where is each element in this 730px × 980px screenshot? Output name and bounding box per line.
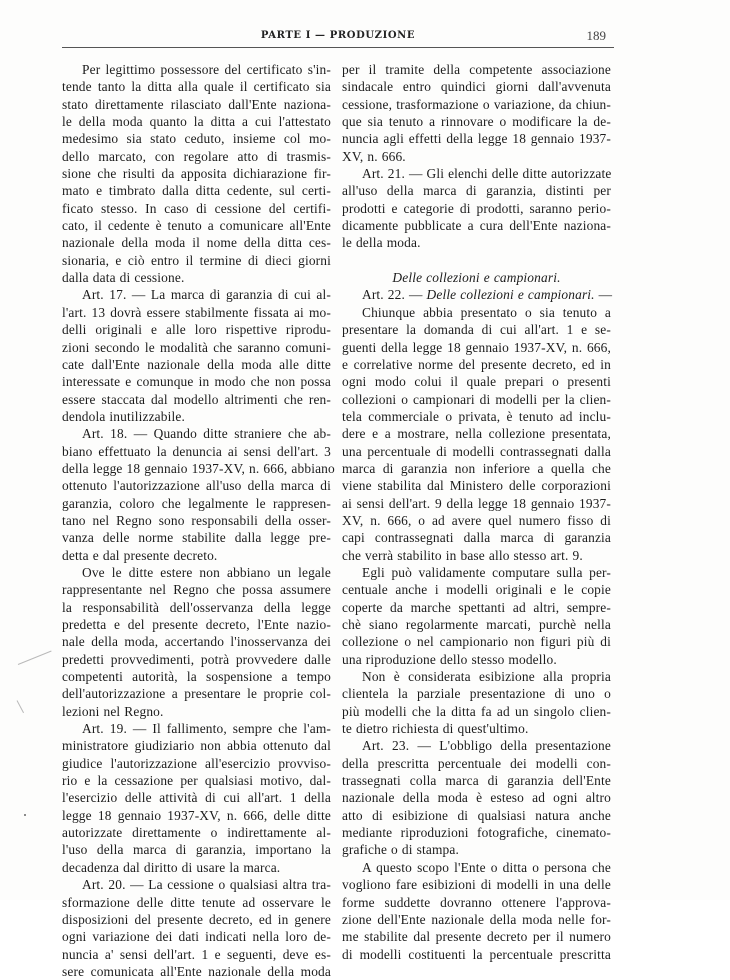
text-line: zioni secondo le modalità che saranno comuni- xyxy=(62,339,331,355)
text-line: ficato stesso. In caso di cessione del certifi- xyxy=(62,200,331,216)
text-line: dalla data di cessione. xyxy=(62,270,185,286)
text-line: cato, il cedente è tenuto a comunicare all'Ente xyxy=(62,218,331,234)
text-line: Egli può validamente computare sulla per- xyxy=(362,564,611,580)
text-line: me stabilite dal presente decreto per il numero xyxy=(342,929,611,945)
text-line: XV, n. 666, o ad avere quel numero fisso di xyxy=(342,512,611,528)
text-line: te dietro richiesta di quest'ultimo. xyxy=(342,721,529,737)
text-line: decadenza dal diritto di usare la marca. xyxy=(62,859,281,875)
text-line: detta e dal presente decreto. xyxy=(62,547,218,563)
text-line: sere comunicata all'Ente nazionale della moda xyxy=(62,963,331,979)
text-line: l'art. 13 dovrà essere stabilmente fissata ai mo- xyxy=(62,304,331,320)
text-line: sindacale entro quindici giorni dall'avvenuta xyxy=(342,79,611,95)
text-line: zione dell'Ente nazionale della moda nelle for- xyxy=(342,911,611,927)
section-heading: Delle collezioni e campionari. xyxy=(392,270,561,286)
text-line: viene stabilita dal Ministero delle corporazioni xyxy=(342,478,611,494)
text-line: tende tanto la ditta alla quale il certificato sia xyxy=(62,79,331,95)
text-line: tela commerciale o privata, è tenuto ad inclu- xyxy=(342,408,611,424)
text-line: A questo scopo l'Ente o ditta o persona che xyxy=(362,859,611,875)
text-line: marca di garanzia non inferiore a quella che xyxy=(342,460,611,476)
text-line: della legge 18 gennaio 1937-XV, n. 666, abbiano xyxy=(62,460,335,476)
text-line: nazionale della moda è esteso ad ogni altro xyxy=(342,790,611,806)
header-rule xyxy=(62,47,614,48)
text-line: essere staccata dal modello altrimenti che ren- xyxy=(62,391,331,407)
text-line: clientela la parziale presentazione di uno o xyxy=(342,686,611,702)
running-header xyxy=(62,28,614,48)
text-line: sformazione delle ditte tenute ad osservare le xyxy=(62,894,331,910)
art22-suffix: — xyxy=(594,287,613,303)
margin-dot xyxy=(24,814,26,816)
text-line: medesimo sia stato ceduto, insieme col mo- xyxy=(62,131,331,147)
text-line: Ove le ditte estere non abbiano un legale xyxy=(82,564,331,580)
text-line: vogliono fare esibizioni di modelli in una delle xyxy=(342,877,611,893)
text-line: Chiunque abbia presentato o sia tenuto a xyxy=(362,304,611,320)
text-line: disposizioni del presente decreto, ed in genere xyxy=(62,911,331,927)
art22-italic-title: Delle collezioni e campionari. xyxy=(426,287,595,303)
text-line: nale della moda, accertando l'inosservanza dei xyxy=(62,634,331,650)
text-line: nuncia agli effetti della legge 18 gennaio 1937- xyxy=(342,131,611,147)
text-line: cate dall'Ente nazionale della moda alle ditte xyxy=(62,356,331,372)
text-line: una riproduzione dello stesso modello. xyxy=(342,651,557,667)
text-line: garanzia, coloro che legalmente le rappresen- xyxy=(62,495,331,511)
right-column-bottom xyxy=(342,304,611,963)
text-line: rappresentante nel Regno che possa assumere xyxy=(62,582,331,598)
text-line: per il tramite della competente associazione xyxy=(342,62,611,77)
text-line: Per legittimo possessore del certificato s'in- xyxy=(82,62,331,77)
text-line: interessate e comunque in modo che non possa xyxy=(62,374,331,390)
text-line: rio e la cessazione per qualsiasi motivo, dal- xyxy=(62,773,331,789)
text-line: ottenuto l'autorizzazione all'uso della marca di xyxy=(62,478,331,494)
text-line: nuncia a' sensi dell'art. 1 e seguenti, deve es- xyxy=(62,946,331,962)
header-title: PARTE I — PRODUZIONE xyxy=(260,30,416,41)
text-line: una percentuale di modelli contrassegnati dalla xyxy=(342,443,611,459)
text-line: delli originali e alle loro rispettive riprodu- xyxy=(62,322,331,338)
text-line: e correlative norme del presente decreto, ed in xyxy=(342,356,611,372)
text-line: autorizzate direttamente o indirettamente al- xyxy=(62,825,331,841)
left-column xyxy=(62,61,335,980)
text-line: mato e timbrato dalla ditta cedente, sul certi- xyxy=(62,183,331,199)
text-line: la responsabilità dell'osservanza della legge xyxy=(62,599,331,615)
text-line: dere e a mostrare, nella collezione presentata, xyxy=(342,426,611,442)
text-line: capi contrassegnati dalla marca di garanzia xyxy=(342,530,611,546)
text-line: chè siano regolarmente marcati, purchè nella xyxy=(342,617,611,632)
text-line: che verrà stabilito in base allo stesso art. 9. xyxy=(342,547,583,563)
text-line: l'uso della marca di garanzia, importano la xyxy=(62,842,331,858)
text-line: XV, n. 666. xyxy=(342,148,406,164)
text-line: ogni modo colui il quale prepari o presenti xyxy=(342,374,611,390)
page-number: 189 xyxy=(586,28,606,43)
art22-heading xyxy=(342,286,611,303)
text-line: della prescritta percentuale dei modelli con- xyxy=(342,755,611,771)
text-line: que sia tenuto a rinnovare o modificare la de- xyxy=(342,114,611,130)
text-line: cessione, trasformazione o variazione, da chiun- xyxy=(342,96,611,112)
text-line: dendola inutilizzabile. xyxy=(62,408,185,424)
text-line: biano effettuato la denuncia ai sensi dell'art. 3 xyxy=(62,443,331,459)
text-line: tano nel Regno sono responsabili della osser- xyxy=(62,512,331,528)
text-line: stato direttamente rilasciato dall'Ente naziona- xyxy=(62,96,331,112)
text-line: di modelli costituenti la percentuale prescritta xyxy=(342,946,611,962)
text-line: vanza delle norme stabilite dalla legge pre- xyxy=(62,530,331,546)
text-line: prodotti e categorie di prodotti, saranno perio- xyxy=(342,200,611,216)
text-line: guenti della legge 18 gennaio 1937-XV, n. 666, xyxy=(342,339,611,355)
right-column-top xyxy=(342,61,611,252)
text-line: competenti autorità, la sospensione a tempo xyxy=(62,669,331,685)
right-column xyxy=(342,61,611,963)
text-line: Art. 17. — La marca di garanzia di cui al- xyxy=(82,287,331,303)
text-line: dell'autorizzazione a presentare le proprie col- xyxy=(62,686,331,702)
text-line: dicamente pubblicate a cura dell'Ente naziona- xyxy=(342,218,611,234)
text-line: centuale anche i modelli originali e le copie xyxy=(342,582,611,598)
text-line: sione che risulti da apposita dichiarazione fir- xyxy=(62,166,331,182)
margin-pencil-mark xyxy=(17,700,24,713)
margin-pencil-mark xyxy=(18,651,52,665)
text-line: nazionale della moda il nome della ditta ces- xyxy=(62,235,331,251)
text-line: collezione o nel campionario non figuri più di xyxy=(342,634,611,650)
text-line: predetti provvedimenti, potrà provvedere dalle xyxy=(62,651,331,667)
text-line: ai sensi dell'art. 9 della legge 18 gennaio 1937- xyxy=(342,495,611,511)
text-line: più modelli che la ditta fa ad un singolo clien- xyxy=(342,703,611,719)
text-line: Art. 19. — Il fallimento, sempre che l'am- xyxy=(82,721,331,737)
text-line: legge 18 gennaio 1937-XV, n. 666, delle ditte xyxy=(62,807,331,823)
text-line: grafiche o di stampa. xyxy=(342,842,459,858)
text-line: predetta e del presente decreto, l'Ente nazio- xyxy=(62,617,331,632)
text-line: ogni variazione dei dati indicati nella loro de- xyxy=(62,929,331,945)
text-line: dello marcato, con regolare atto di trasmis- xyxy=(62,148,331,164)
art22-prefix: Art. 22. — xyxy=(362,287,427,303)
text-line: atto di esibizione di qualsiasi natura anche xyxy=(342,807,611,823)
text-line: lezioni nel Regno. xyxy=(62,703,164,719)
text-line: sionaria, e ciò entro il termine di dieci giorni xyxy=(62,252,331,268)
text-line: l'esercizio delle attività di cui all'art. 1 della xyxy=(62,790,331,806)
text-line: forme suddette dovranno ottenere l'approva- xyxy=(342,894,611,910)
text-line: Non è considerata esibizione alla propria xyxy=(362,669,611,685)
text-line: mediante riproduzioni fotografiche, cinemato- xyxy=(342,825,611,841)
text-line: collezioni o campionari di modelli per la clien- xyxy=(342,391,611,407)
text-line: presentare la domanda di cui all'art. 1 e se- xyxy=(342,322,611,338)
text-line: Art. 23. — L'obbligo della presentazione xyxy=(362,738,611,754)
text-line: le della moda. xyxy=(342,235,421,251)
text-line: Art. 21. — Gli elenchi delle ditte autorizzate xyxy=(362,166,612,182)
text-line: le della moda quanto la ditta a cui l'attestato xyxy=(62,114,331,130)
text-line: Art. 18. — Quando ditte straniere che ab- xyxy=(82,426,331,442)
section-gap xyxy=(342,252,611,269)
text-line: coperte da marche spettanti ad altri, sempre- xyxy=(342,599,611,615)
text-line: trassegnati colla marca di garanzia dell'Ente xyxy=(342,773,611,789)
text-line: all'uso della marca di garanzia, distinti per xyxy=(342,183,611,199)
text-line: ministratore giudiziario non abbia ottenuto dal xyxy=(62,738,331,754)
text-line: giudice l'autorizzazione all'esercizio provviso- xyxy=(62,755,331,771)
text-line: Art. 20. — La cessione o qualsiasi altra tra- xyxy=(82,877,331,893)
